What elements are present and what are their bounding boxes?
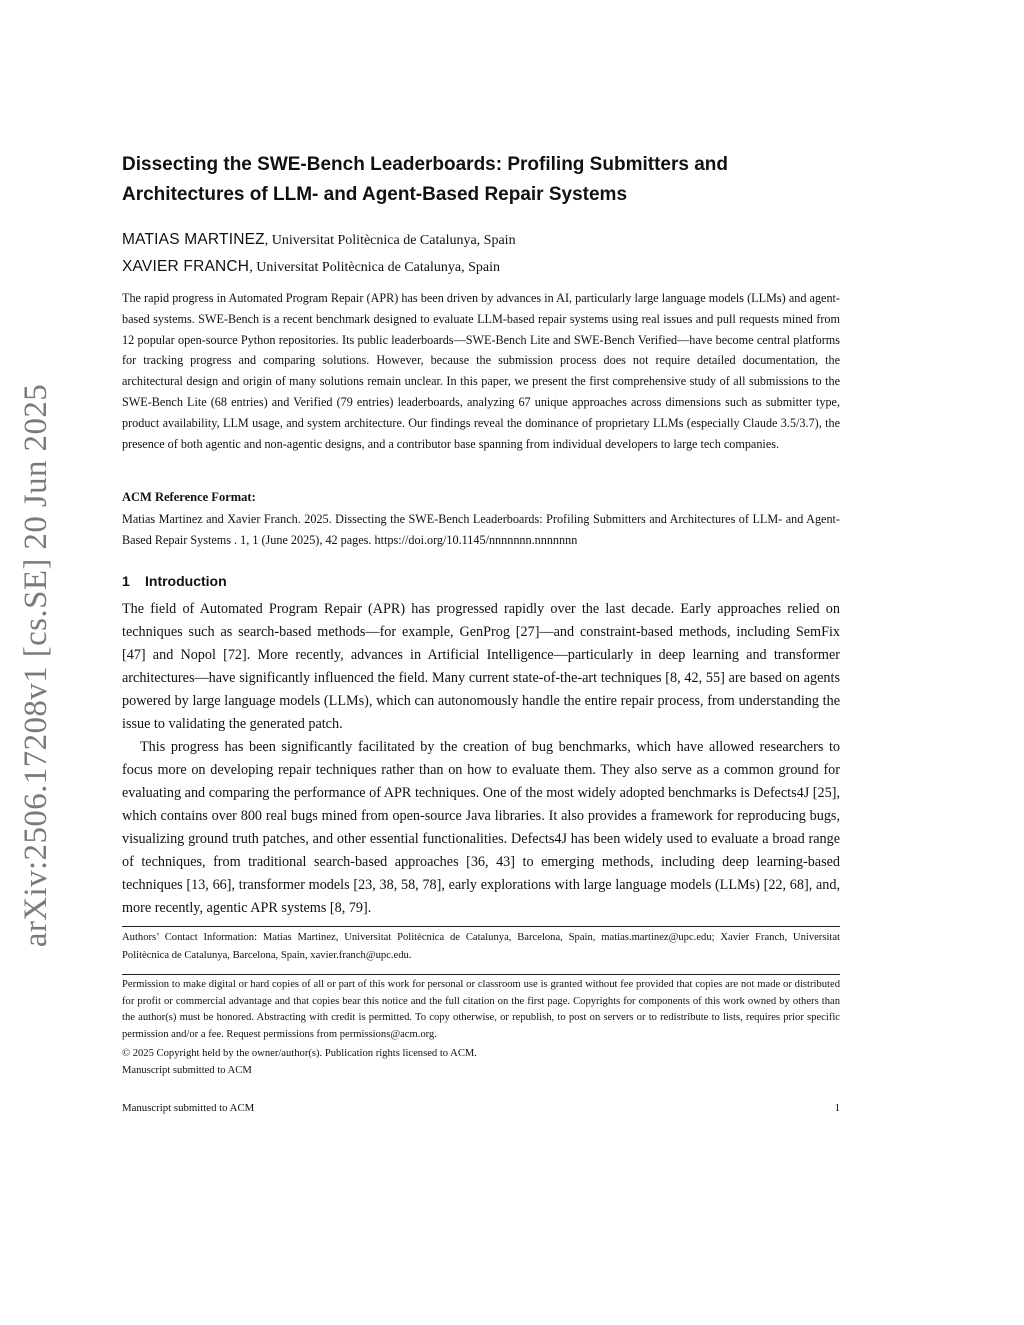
permission-divider xyxy=(122,974,840,975)
section-title: Introduction xyxy=(145,573,227,589)
acm-reference-text: Matias Martinez and Xavier Franch. 2025. Dissecting the SWE-Bench Leaderboards: Profiling Submitters and Architectures of LLM- and Agent-Based Repair Systems . 1, 1 (June 2025), 42 pages. https://doi.org/10.1145/nnnnnnn.nnnnnnn xyxy=(122,512,840,547)
arxiv-identifier: arXiv:2506.17208v1 [cs.SE] 20 Jun 2025 xyxy=(18,383,55,947)
acm-reference-heading: ACM Reference Format: xyxy=(122,490,256,504)
author-list xyxy=(122,226,840,280)
page-number: 1 xyxy=(834,1102,840,1114)
acm-reference-format xyxy=(122,487,840,551)
paper-title: Dissecting the SWE-Bench Leaderboards: Profiling Submitters and Architectures of LLM- and Agent-Based Repair Systems xyxy=(122,154,728,205)
author-contact-info: Authors’ Contact Information: Matias Martinez, Universitat Politècnica de Catalunya, Barcelona, Spain, matias.martinez@upc.edu; Xavier Franch, Universitat Politècnica de Catalunya, Barcelona, Spain, xavier.franch@upc.edu. xyxy=(122,932,840,961)
page-footer xyxy=(122,1099,840,1117)
footer-venue: Manuscript submitted to ACM xyxy=(122,1102,255,1114)
section-number: 1 xyxy=(122,573,130,589)
permission-block xyxy=(122,977,840,1080)
copyright-notice: © 2025 Copyright held by the owner/author(s). Publication rights licensed to ACM. xyxy=(122,1048,477,1060)
submission-note: Manuscript submitted to ACM xyxy=(122,1064,252,1076)
permission-notice: Permission to make digital or hard copies of all or part of this work for personal or classroom use is granted without fee provided that copies are not made or distributed for profit or commercial advantage and that copies bear this notice and the full citation on the first page. Copyrights for components of this work owned by others than the author(s) must be honored. Abstracting with credit is permitted. To copy otherwise, or republish, to post on servers or to redistribute to lists, requires prior specific permission and/or a fee. Request permissions from permissions@acm.org. xyxy=(122,979,840,1040)
introduction-body xyxy=(122,598,840,920)
author-name: XAVIER FRANCH xyxy=(122,258,250,275)
arxiv-sidebar-stamp xyxy=(12,378,62,952)
author-name: MATIAS MARTINEZ xyxy=(122,231,265,248)
abstract: The rapid progress in Automated Program Repair (APR) has been driven by advances in AI, particularly large language models (LLMs) and agent-based systems. SWE-Bench is a recent benchmark designed to evaluate LLM-based repair systems using real issues and pull requests mined from 12 popular open-source Python repositories. Its public leaderboards—SWE-Bench Lite and SWE-Bench Verified—have become central platforms for tracking progress and comparing solutions. However, because the submission process does not require detailed documentation, the architectural design and origin of many solutions remain unclear. In this paper, we present the first comprehensive study of all submissions to the SWE-Bench Lite (68 entries) and Verified (79 entries) leaderboards, analyzing 67 unique approaches across dimensions such as submitter type, product availability, LLM usage, and system architecture. Our findings reveal the dominance of proprietary LLMs (especially Claude 3.5/3.7), the presence of both agentic and non-agentic designs, and a contributor base spanning from individual developers to large tech companies. xyxy=(122,291,840,451)
footnote-divider xyxy=(122,926,840,927)
author-entry xyxy=(122,226,840,253)
author-affiliation: , Universitat Politècnica de Catalunya, Spain xyxy=(264,233,516,248)
section-heading-introduction xyxy=(122,571,227,591)
author-affiliation: , Universitat Politècnica de Catalunya, Spain xyxy=(249,260,500,275)
author-entry xyxy=(122,253,840,280)
body-paragraph: This progress has been significantly facilitated by the creation of bug benchmarks, which have allowed researchers to focus more on developing repair techniques rather than on how to evaluate them. They also serve as a common ground for evaluating and comparing the performance of APR techniques. One of the most widely adopted benchmarks is Defects4J [25], which contains over 800 real bugs mined from open-source Java libraries. It also provides a framework for reproducing bugs, visualizing ground truth patches, and other essential functionalities. Defects4J has been widely used to evaluate a broad range of techniques, from traditional search-based approaches [36, 43] to emerging methods, including deep learning-based techniques [13, 66], transformer models [23, 38, 58, 78], early explorations with large language models (LLMs) [22, 68], and, more recently, agentic APR systems [8, 79]. xyxy=(122,739,840,916)
body-paragraph: The field of Automated Program Repair (APR) has progressed rapidly over the last decade. Early approaches relied on techniques such as search-based methods—for example, GenProg [27]—and constraint-based methods, including SemFix [47] and Nopol [72]. More recently, advances in Artificial Intelligence—particularly in deep learning and transformer architectures—have significantly influenced the field. Many current state-of-the-art techniques [8, 42, 55] are based on agents powered by large language models (LLMs), which can autonomously handle the entire repair process, from understanding the issue to validating the generated patch. xyxy=(122,601,840,732)
